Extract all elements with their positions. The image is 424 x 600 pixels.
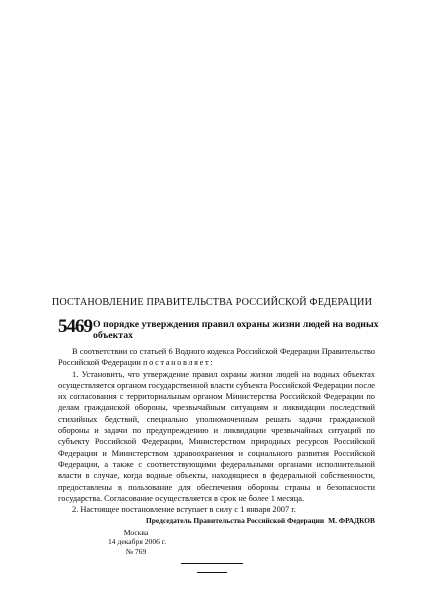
decree-word: постановляет: xyxy=(143,358,215,368)
signature-name: М. ФРАДКОВ xyxy=(328,516,375,525)
preamble-text: В соответствии со статьей 6 Водного кодекса Российской Федерации Правительство Российской Федерации xyxy=(58,347,375,368)
document-body xyxy=(58,346,375,515)
signature-line xyxy=(58,516,375,525)
place-text: Москва xyxy=(123,528,149,537)
item-2-paragraph: 2. Настоящее постановление вступает в силу с 1 января 2007 г. xyxy=(72,505,296,515)
document-number: 5469 xyxy=(58,316,92,337)
item-1-paragraph: 1. Установить, что утверждение правил охраны жизни людей на водных объектах осуществляется органом государственной власти субъекта Российской Федерации после их согласования с территориальным органом Министерства Российской Федерации по делам гражданской обороны, чрезвычайным ситуациям и ликвидации последствий стихийных бедствий, специально уполномоченным решать задачи гражданской обороны и задачи по предупреждению и ликвидации чрезвычайных ситуаций по субъекту Российской Федерации, Министерством природных ресурсов Российской Федерации и Министерством здравоохранения и социального развития Российской Федерации, а также с соответствующими федеральными органами исполнительной власти в случае, когда водные объекты, находящиеся в федеральной собственности, предоставлены в пользование для обеспечения обороны страны и безопасности государства. Согласование осуществляется в срок не более 1 месяца. xyxy=(58,369,375,503)
date-text: 14 декабря 2006 г. xyxy=(108,537,166,547)
document-heading: ПОСТАНОВЛЕНИЕ ПРАВИТЕЛЬСТВА РОССИЙСКОЙ ФЕДЕРАЦИИ xyxy=(51,297,373,308)
signature-title: Председатель Правительства Российской Федерации xyxy=(146,516,325,525)
preamble-paragraph xyxy=(58,346,375,369)
document-title: О порядке утверждения правил охраны жизни людей на водных объектах xyxy=(93,319,379,341)
separator-rule-long xyxy=(181,563,243,564)
separator-rule-short xyxy=(197,572,227,573)
registration-number: № 769 xyxy=(125,546,147,556)
place-date-block xyxy=(108,528,164,556)
